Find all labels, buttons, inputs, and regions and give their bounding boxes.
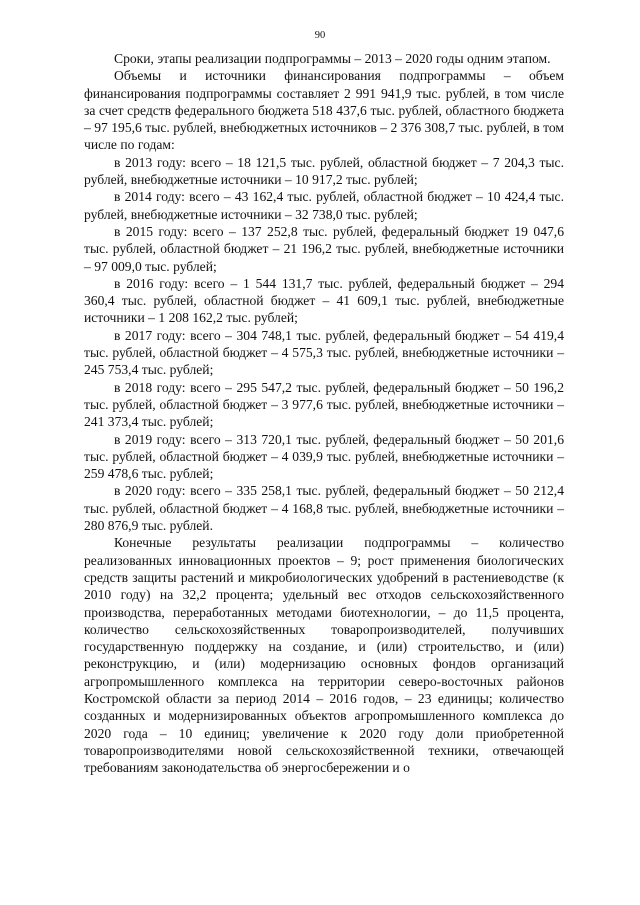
paragraph-funding-2013: в 2013 году: всего – 18 121,5 тыс. рублей, областной бюджет – 7 204,3 тыс. рублей, внебюджетные источники – 10 917,2 тыс. рублей; — [84, 154, 564, 188]
paragraph-funding-2017: в 2017 году: всего – 304 748,1 тыс. рублей, федеральный бюджет – 54 419,4 тыс. рублей, областной бюджет – 4 575,3 тыс. рублей, внебюджетные источники – 245 753,4 тыс. рублей; — [84, 327, 564, 378]
paragraph-funding-2014: в 2014 году: всего – 43 162,4 тыс. рублей, областной бюджет – 10 424,4 тыс. рублей, внебюджетные источники – 32 738,0 тыс. рублей; — [84, 189, 564, 222]
page-number: 90 — [314, 30, 326, 41]
paragraph-funding-2018: в 2018 году: всего – 295 547,2 тыс. рублей, федеральный бюджет – 50 196,2 тыс. рублей, областной бюджет – 3 977,6 тыс. рублей, внебюджетные источники – 241 373,4 тыс. рублей; — [84, 379, 564, 430]
document-body — [84, 50, 564, 776]
paragraph-timeline: Сроки, этапы реализации подпрограммы – 2013 – 2020 годы одним этапом. — [114, 51, 551, 66]
paragraph-funding-2019: в 2019 году: всего – 313 720,1 тыс. рублей, федеральный бюджет – 50 201,6 тыс. рублей, областной бюджет – 4 039,9 тыс. рублей, внебюджетные источники – 259 478,6 тыс. рублей; — [84, 431, 564, 482]
paragraph-funding-2020: в 2020 году: всего – 335 258,1 тыс. рублей, федеральный бюджет – 50 212,4 тыс. рублей, областной бюджет – 4 168,8 тыс. рублей, внебюджетные источники – 280 876,9 тыс. рублей. — [84, 483, 564, 534]
paragraph-funding-2016: в 2016 году: всего – 1 544 131,7 тыс. рублей, федеральный бюджет – 294 360,4 тыс. рублей, областной бюджет – 41 609,1 тыс. рублей, внебюджетные источники – 1 208 162,2 тыс. рублей; — [84, 275, 564, 326]
paragraph-funding-overview: Объемы и источники финансирования подпрограммы – объем финансирования подпрограммы составляет 2 991 941,9 тыс. рублей, в том числе за счет средств федерального бюджета 518 437,6 тыс. рублей, областного бюджета – 97 195,6 тыс. рублей, внебюджетных источников – 2 376 308,7 тыс. рублей, в том числе по годам: — [84, 68, 564, 153]
paragraph-expected-results: Конечные результаты реализации подпрограммы – количество реализованных инновационных проектов – 9; рост применения биологических средств защиты растений и микробиологических удобрений в растениеводстве (к 2010 году) на 32,2 процента; удельный вес отходов сельскохозяйственного производства, переработанных методами биотехнологии, – до 11,5 процента, количество сельскохозяйственных товаропроизводителей, получивших государственную поддержку на создание, и (или) строительство, и (или) реконструкцию, и (или) модернизацию основных фондов организаций агропромышленного комплекса на территории северо-восточных районов Костромской области за период 2014 – 2016 годов, – 23 единицы; количество созданных и модернизированных объектов агропромышленного комплекса до 2020 года – 10 единиц; увеличение к 2020 году доли приобретенной товаропроизводителями новой сельскохозяйственной техники, отвечающей требованиям законодательства об энергосбережении и о — [84, 535, 564, 776]
paragraph-funding-2015: в 2015 году: всего – 137 252,8 тыс. рублей, федеральный бюджет 19 047,6 тыс. рублей, областной бюджет – 21 196,2 тыс. рублей, внебюджетные источники – 97 009,0 тыс. рублей; — [84, 223, 564, 274]
